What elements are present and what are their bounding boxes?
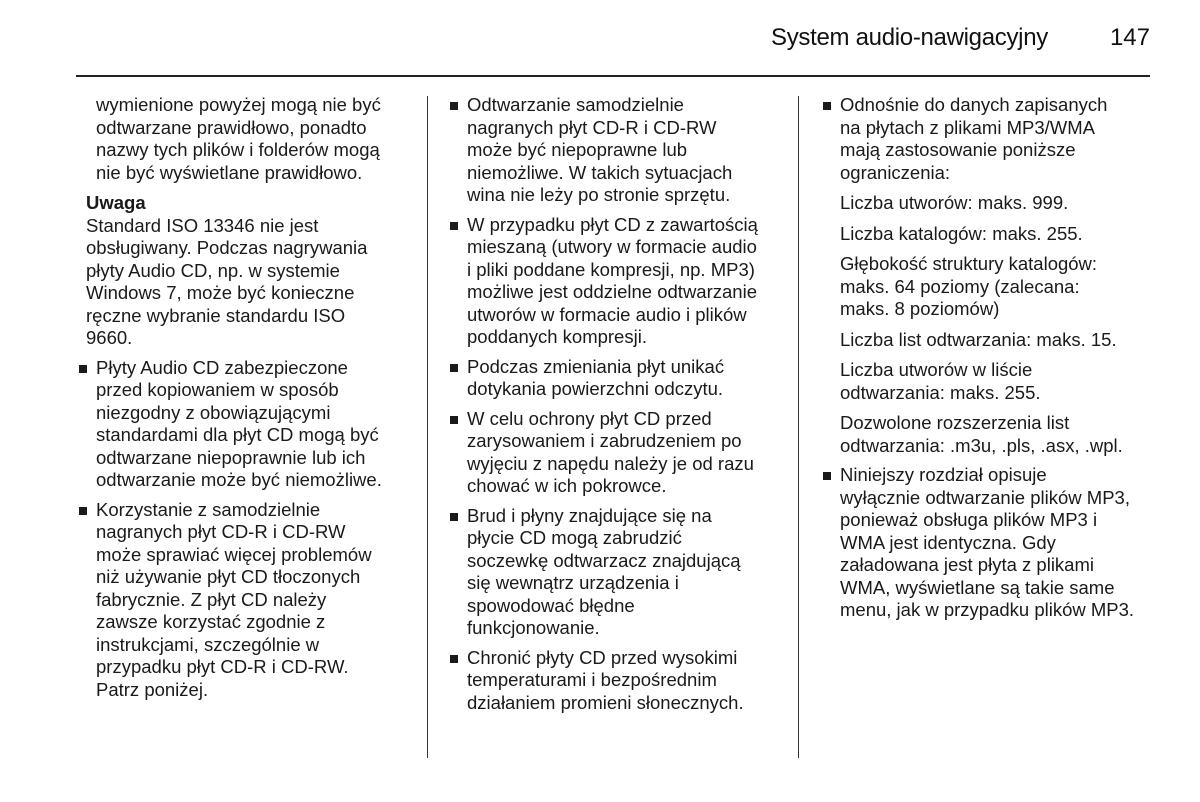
column-divider-left xyxy=(427,96,428,758)
bullet-item xyxy=(76,357,416,492)
text-line: wyłącznie odtwarzanie plików MP3, xyxy=(840,486,1130,508)
text-line: Niniejszy rozdział opisuje xyxy=(840,464,1047,485)
limit-item xyxy=(820,223,1160,246)
bullet-item xyxy=(447,505,787,640)
text-line: menu, jak w przypadku plików MP3. xyxy=(840,599,1135,620)
page-number: 147 xyxy=(1109,24,1150,51)
text-line: dotykania powierzchni odczytu. xyxy=(467,378,724,399)
text-line: spowodować błędne xyxy=(467,594,635,616)
text-line: odtwarzanie może być niemożliwe. xyxy=(96,469,382,490)
text-line: odtwarzania: .m3u, .pls, .asx, .wpl. xyxy=(840,434,1123,456)
text-line: nagranych płyt CD-R i CD-RW xyxy=(96,521,346,542)
text-line: na płytach z plikami MP3/WMA xyxy=(840,116,1095,138)
bullet-item xyxy=(820,94,1160,184)
square-bullet-icon xyxy=(450,364,458,372)
text-line: Głębokość struktury katalogów: xyxy=(840,253,1098,274)
text-line: Liczba utworów w liście xyxy=(840,359,1033,380)
text-line: 9660. xyxy=(86,327,133,348)
text-line: niemożliwe. W takich sytuacjach xyxy=(467,161,733,183)
text-line: WMA jest identyczna. Gdy xyxy=(840,531,1056,553)
text-line: standardami dla płyt CD mogą być xyxy=(96,424,379,445)
text-line: odtwarzania: maks. 255. xyxy=(840,381,1041,403)
text-column-3 xyxy=(820,94,1160,622)
text-line: wina nie leży po stronie sprzętu. xyxy=(467,184,731,205)
text-line: mają zastosowanie poniższe xyxy=(840,139,1076,160)
text-line: funkcjonowanie. xyxy=(467,617,600,638)
text-line: Windows 7, może być konieczne xyxy=(86,282,355,303)
text-line: Standard ISO 13346 nie jest xyxy=(86,214,319,236)
intro-paragraph xyxy=(76,94,416,184)
text-line: może być niepoprawne lub xyxy=(467,139,688,160)
text-column-1 xyxy=(76,94,416,701)
bullet-item xyxy=(820,464,1160,622)
limit-item xyxy=(820,192,1160,215)
text-line: Patrz poniżej. xyxy=(96,678,209,700)
text-line: nagranych płyt CD-R i CD-RW xyxy=(467,116,717,138)
text-line: płycie CD mogą zabrudzić xyxy=(467,527,682,548)
text-line: płyty Audio CD, np. w systemie xyxy=(86,259,340,281)
text-line: niż używanie płyt CD tłoczonych xyxy=(96,566,361,587)
text-line: i pliki poddane kompresji, np. MP3) xyxy=(467,258,755,280)
text-line: działaniem promieni słonecznych. xyxy=(467,691,744,713)
text-line: Chronić płyty CD przed wysokimi xyxy=(467,646,738,668)
text-line: WMA, wyświetlane są takie same xyxy=(840,576,1115,598)
text-line: Liczba utworów: maks. 999. xyxy=(840,192,1069,213)
text-line: może sprawiać więcej problemów xyxy=(96,543,372,565)
text-line: niezgodny z obowiązującymi xyxy=(96,401,331,423)
text-line: Liczba list odtwarzania: maks. 15. xyxy=(840,328,1117,350)
text-line: Liczba katalogów: maks. 255. xyxy=(840,222,1083,244)
text-line: zarysowaniem i zabrudzeniem po xyxy=(467,430,742,451)
column-divider-right xyxy=(798,96,799,758)
chapter-title: System audio-nawigacyjny xyxy=(771,24,1048,51)
text-line: Korzystanie z samodzielnie xyxy=(96,498,321,520)
text-line: się wewnątrz urządzenia i xyxy=(467,572,679,593)
text-line: ręczne wybranie standardu ISO xyxy=(86,304,346,326)
text-line: załadowana jest płyta z plikami xyxy=(840,554,1094,575)
text-line: obsługiwany. Podczas nagrywania xyxy=(86,237,368,258)
square-bullet-icon xyxy=(79,507,87,515)
text-line: możliwe jest oddzielne odtwarzanie xyxy=(467,281,757,302)
bullet-item xyxy=(76,499,416,702)
square-bullet-icon xyxy=(450,102,458,110)
text-line: nazwy tych plików i folderów mogą xyxy=(96,139,380,160)
text-line: chować w ich pokrowce. xyxy=(467,475,667,496)
text-line: fabrycznie. Z płyt CD należy xyxy=(96,588,327,610)
square-bullet-icon xyxy=(450,513,458,521)
square-bullet-icon xyxy=(450,222,458,230)
text-line: ponieważ obsługa plików MP3 i xyxy=(840,509,1098,530)
note-text xyxy=(86,215,416,350)
text-line: Podczas zmieniania płyt unikać xyxy=(467,355,725,377)
limit-item xyxy=(820,359,1160,404)
text-line: Dozwolone rozszerzenia list xyxy=(840,412,1070,433)
text-column-2 xyxy=(447,94,787,714)
text-line: ograniczenia: xyxy=(840,161,951,183)
text-line: maks. 8 poziomów) xyxy=(840,298,1000,319)
text-line: maks. 64 poziomy (zalecana: xyxy=(840,275,1080,297)
limit-item xyxy=(820,412,1160,457)
text-line: odtwarzane prawidłowo, ponadto xyxy=(96,116,367,138)
bullet-item xyxy=(447,214,787,349)
bullet-item xyxy=(447,408,787,498)
square-bullet-icon xyxy=(823,472,831,480)
text-line: W celu ochrony płyt CD przed xyxy=(467,407,712,429)
bullet-item xyxy=(447,94,787,207)
text-line: W przypadku płyt CD z zawartością xyxy=(467,213,758,235)
text-line: Odnośnie do danych zapisanych xyxy=(840,94,1108,115)
text-line: soczewkę odtwarzacz znajdującą xyxy=(467,549,741,571)
text-line: Płyty Audio CD zabezpieczone xyxy=(96,356,348,378)
text-line: poddanych kompresji. xyxy=(467,326,647,347)
square-bullet-icon xyxy=(450,416,458,424)
bullet-item xyxy=(447,356,787,401)
bullet-item xyxy=(447,647,787,715)
text-line: przypadku płyt CD-R i CD-RW. xyxy=(96,656,349,677)
square-bullet-icon xyxy=(79,365,87,373)
note-heading: Uwaga xyxy=(86,192,146,213)
text-line: nie być wyświetlane prawidłowo. xyxy=(96,161,363,183)
note-block xyxy=(76,192,416,350)
limit-item xyxy=(820,253,1160,321)
text-line: wyjęciu z napędu należy je od razu xyxy=(467,452,754,474)
text-line: przed kopiowaniem w sposób xyxy=(96,379,339,400)
text-line: odtwarzane niepoprawnie lub ich xyxy=(96,446,366,468)
text-line: zawsze korzystać zgodnie z xyxy=(96,611,326,632)
text-line: Brud i płyny znajdujące się na xyxy=(467,504,712,526)
text-line: wymienione powyżej mogą nie być xyxy=(96,94,381,115)
square-bullet-icon xyxy=(450,655,458,663)
text-line: mieszaną (utwory w formacie audio xyxy=(467,236,757,257)
square-bullet-icon xyxy=(823,102,831,110)
header-divider xyxy=(76,75,1150,77)
text-line: utworów w formacie audio i plików xyxy=(467,303,747,325)
page-header xyxy=(771,24,1150,52)
text-line: temperaturami i bezpośrednim xyxy=(467,669,717,690)
text-line: instrukcjami, szczególnie w xyxy=(96,633,320,655)
text-line: Odtwarzanie samodzielnie xyxy=(467,94,684,115)
limit-item xyxy=(820,329,1160,352)
